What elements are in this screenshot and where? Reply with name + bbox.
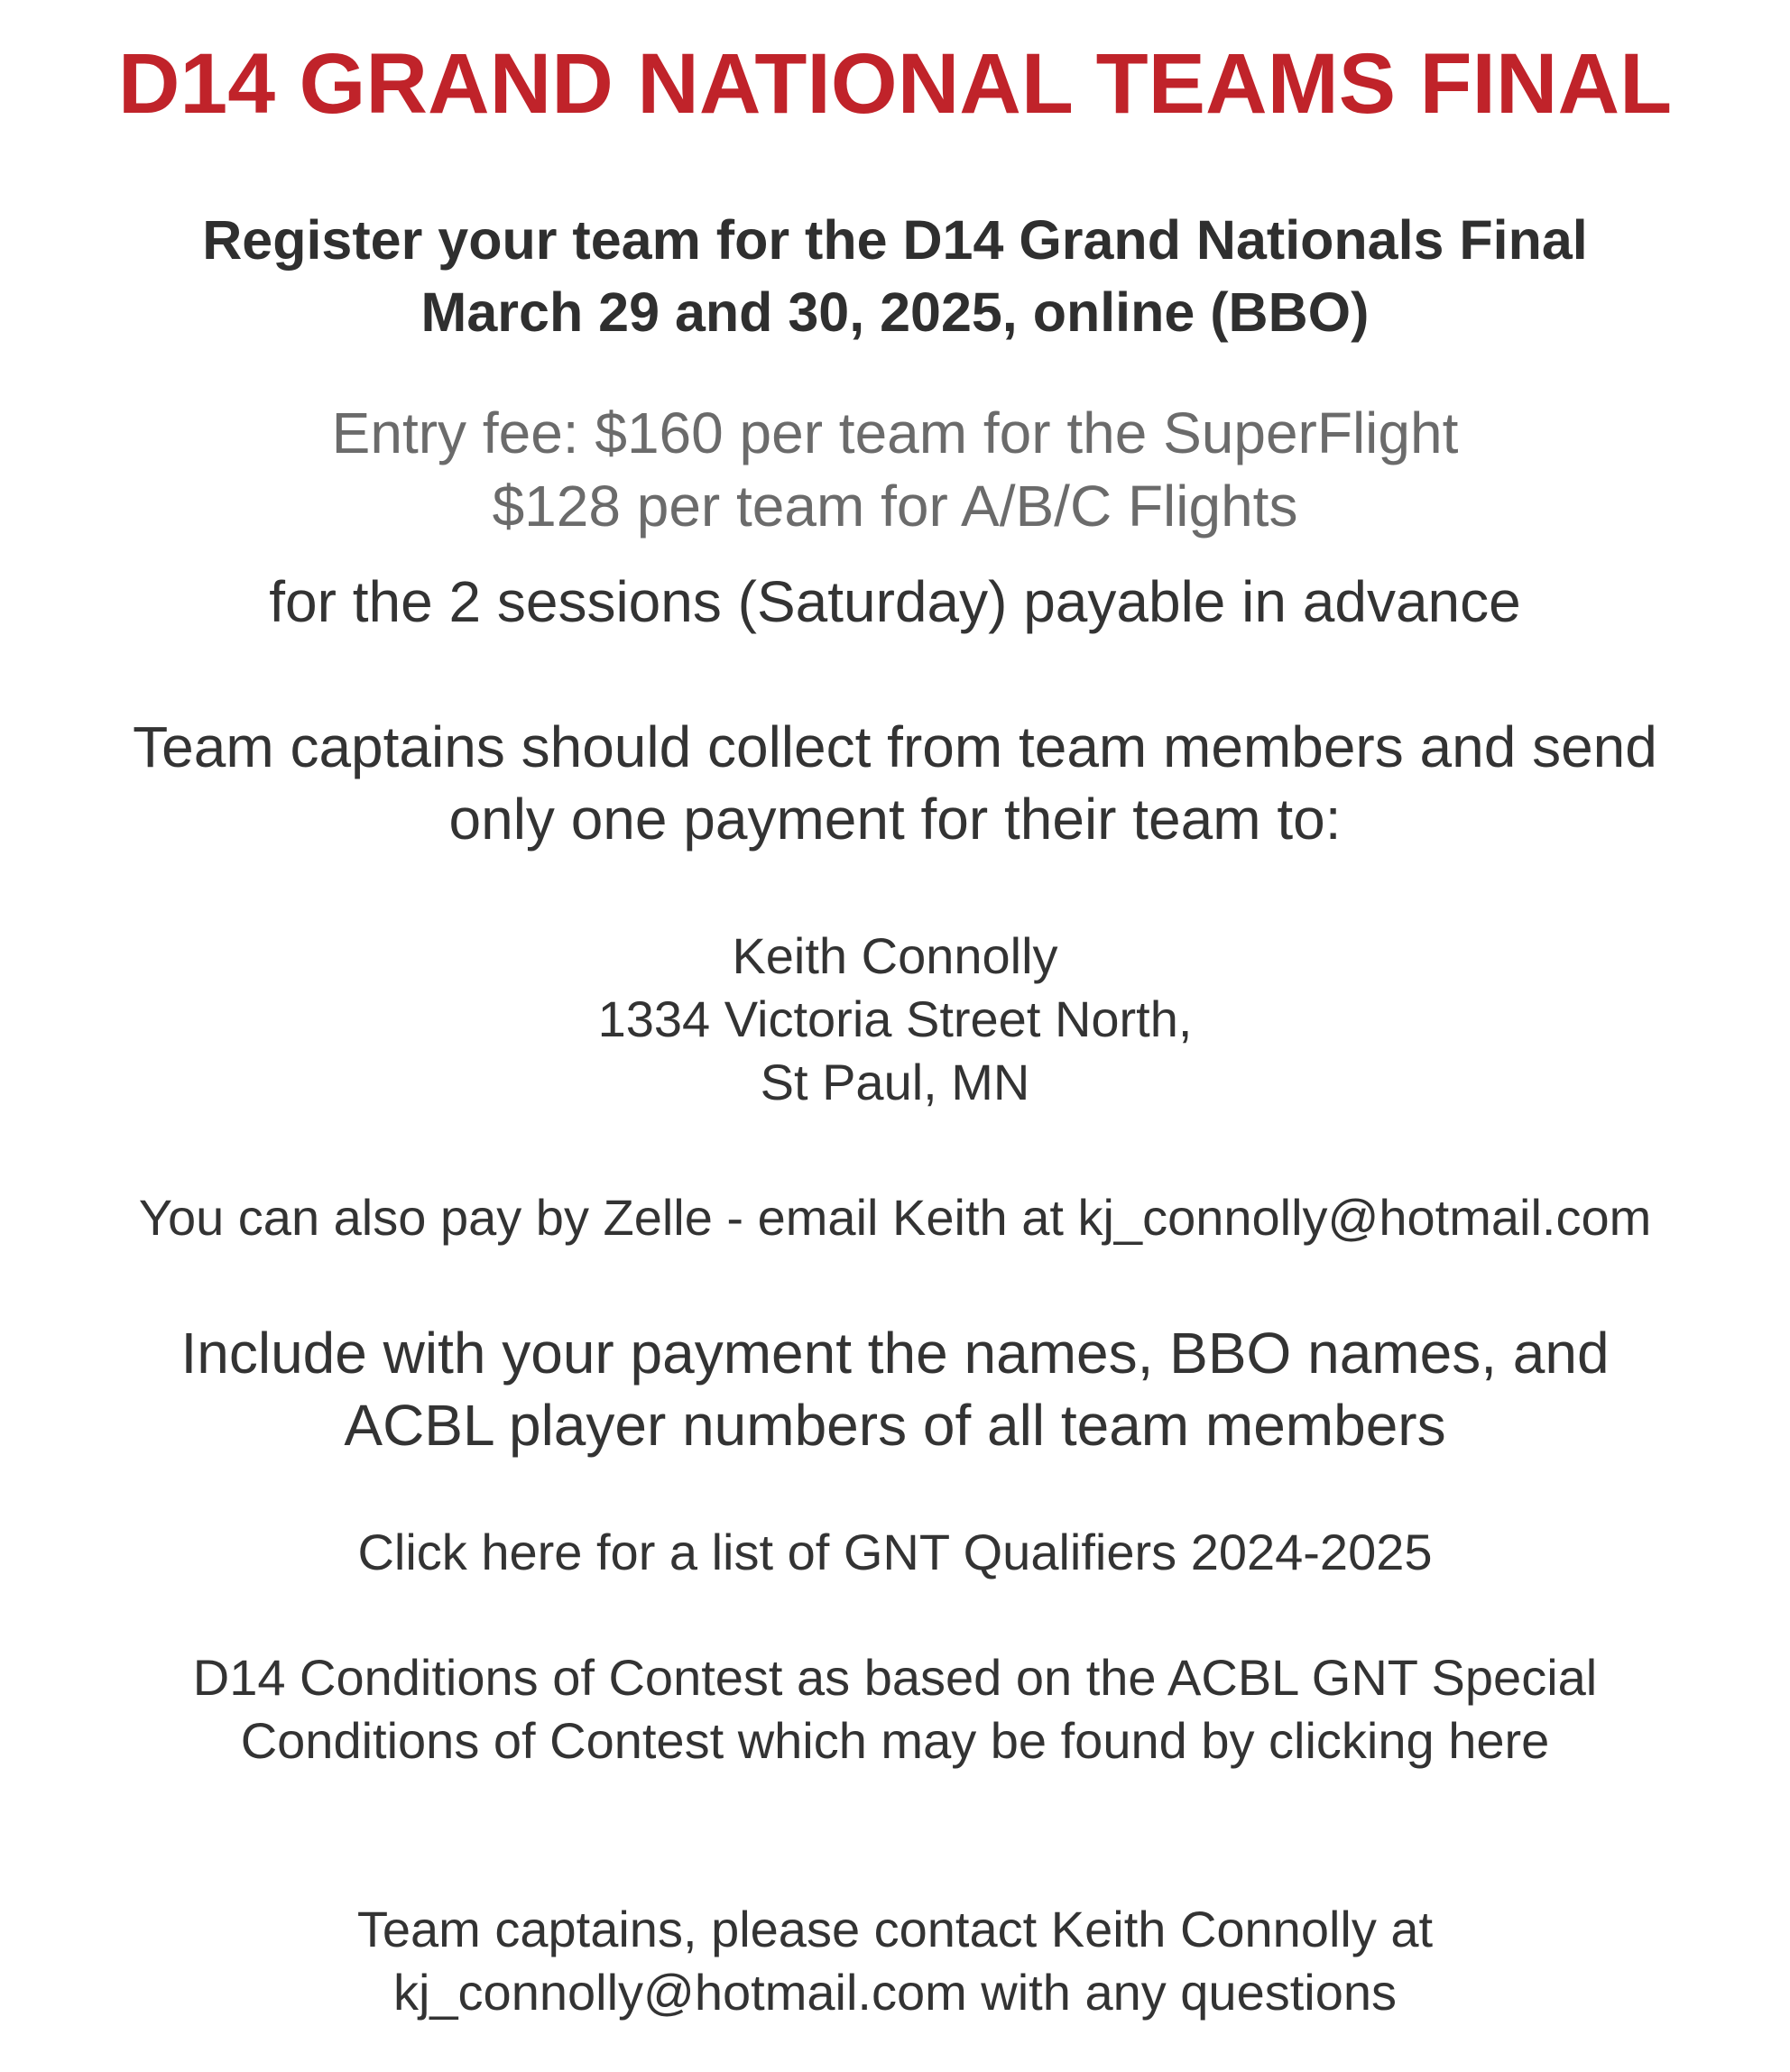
- sessions-note: for the 2 sessions (Saturday) payable in advance: [269, 569, 1521, 634]
- registration-subtitle: [0, 204, 1790, 348]
- qualifiers-section: [0, 1521, 1790, 1584]
- contact-line-2: kj_connolly@hotmail.com with any questions: [392, 1964, 1398, 2021]
- subtitle-line-1: Register your team for the D14 Grand Nationals Final: [202, 209, 1588, 271]
- conditions-section: [0, 1646, 1790, 1773]
- entry-fee-line-2: $128 per team for A/B/C Flights: [492, 474, 1298, 539]
- conditions-link[interactable]: Conditions of Contest which may be found by clicking here: [240, 1712, 1550, 1769]
- captains-note-line-1: Team captains should collect from team members and send: [133, 714, 1657, 779]
- captains-note: [0, 711, 1790, 855]
- entry-fee: [0, 397, 1790, 543]
- address-street: 1334 Victoria Street North,: [597, 990, 1193, 1047]
- include-note-line-1: Include with your payment the names, BBO names, and: [180, 1321, 1610, 1386]
- payment-address: [0, 925, 1790, 1114]
- address-name: Keith Connolly: [732, 927, 1058, 984]
- captains-note-line-2: only one payment for their team to:: [448, 787, 1342, 852]
- conditions-line-1: D14 Conditions of Contest as based on the ACBL GNT Special: [192, 1649, 1598, 1706]
- page-title: D14 GRAND NATIONAL TEAMS FINAL: [117, 36, 1673, 132]
- include-note: [0, 1317, 1790, 1461]
- entry-fee-line-1: Entry fee: $160 per team for the SuperFlight: [331, 401, 1459, 465]
- qualifiers-link[interactable]: Click here for a list of GNT Qualifiers 2024-2025: [357, 1524, 1433, 1580]
- zelle-note: You can also pay by Zelle - email Keith at kj_connolly@hotmail.com: [138, 1189, 1652, 1246]
- contact-line-1: Team captains, please contact Keith Connolly at: [356, 1901, 1434, 1957]
- address-city: St Paul, MN: [760, 1054, 1030, 1110]
- contact-note: [0, 1898, 1790, 2024]
- include-note-line-2: ACBL player numbers of all team members: [344, 1393, 1446, 1458]
- subtitle-line-2: March 29 and 30, 2025, online (BBO): [420, 281, 1370, 343]
